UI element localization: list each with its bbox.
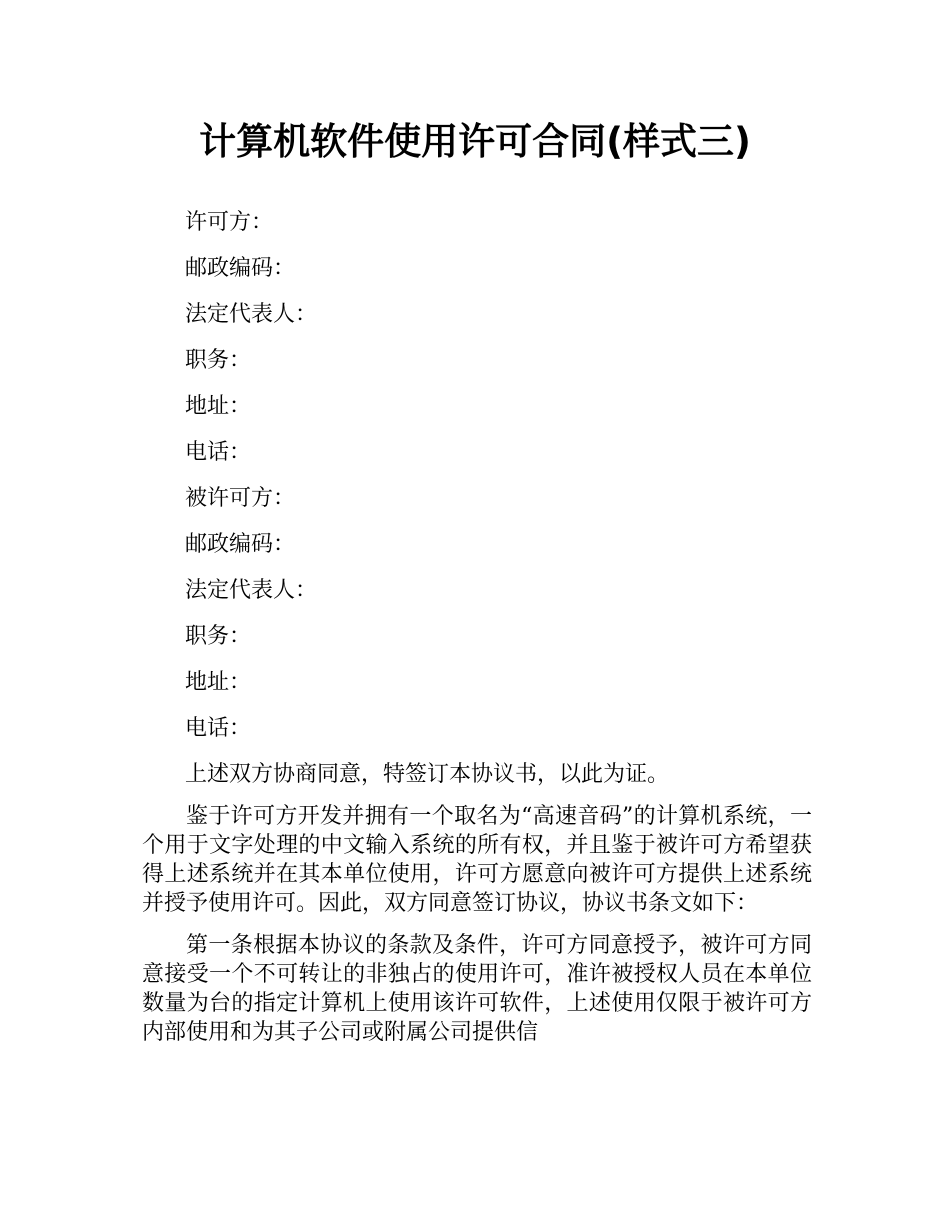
field-licensor-postcode: 邮政编码： — [185, 256, 296, 281]
field-licensor: 许可方： — [185, 210, 274, 235]
field-licensee-position: 职务： — [185, 624, 252, 649]
contract-body — [142, 802, 812, 1060]
field-licensor-phone: 电话： — [185, 440, 252, 465]
field-licensor-position: 职务： — [185, 348, 252, 373]
field-licensee-postcode: 邮政编码： — [185, 532, 296, 557]
party-fields — [185, 200, 825, 798]
field-licensee: 被许可方： — [185, 486, 296, 511]
field-licensor-legal-rep: 法定代表人： — [185, 302, 318, 327]
article-1-paragraph: 第一条根据本协议的条款及条件，许可方同意授予，被许可方同意接受一个不可转让的非独占的使用许可，准许被授权人员在本单位数量为台的指定计算机上使用该许可软件，上述使用仅限于被许可方内部使用和为其子公司或附属公司提供信 — [142, 933, 812, 1045]
field-licensee-phone: 电话： — [185, 716, 252, 741]
preamble-paragraph: 鉴于许可方开发并拥有一个取名为“高速音码”的计算机系统，一个用于文字处理的中文输入系统的所有权，并且鉴于被许可方希望获得上述系统并在其本单位使用，许可方愿意向被许可方提供上述系统并授予使用许可。因此，双方同意签订协议，协议书条文如下： — [142, 804, 812, 916]
document-title: 计算机软件使用许可合同(样式三) — [199, 120, 751, 163]
field-licensee-legal-rep: 法定代表人： — [185, 578, 318, 603]
field-licensee-address: 地址： — [185, 670, 252, 695]
field-licensor-address: 地址： — [185, 394, 252, 419]
agreement-statement: 上述双方协商同意，特签订本协议书，以此为证。 — [185, 762, 670, 787]
